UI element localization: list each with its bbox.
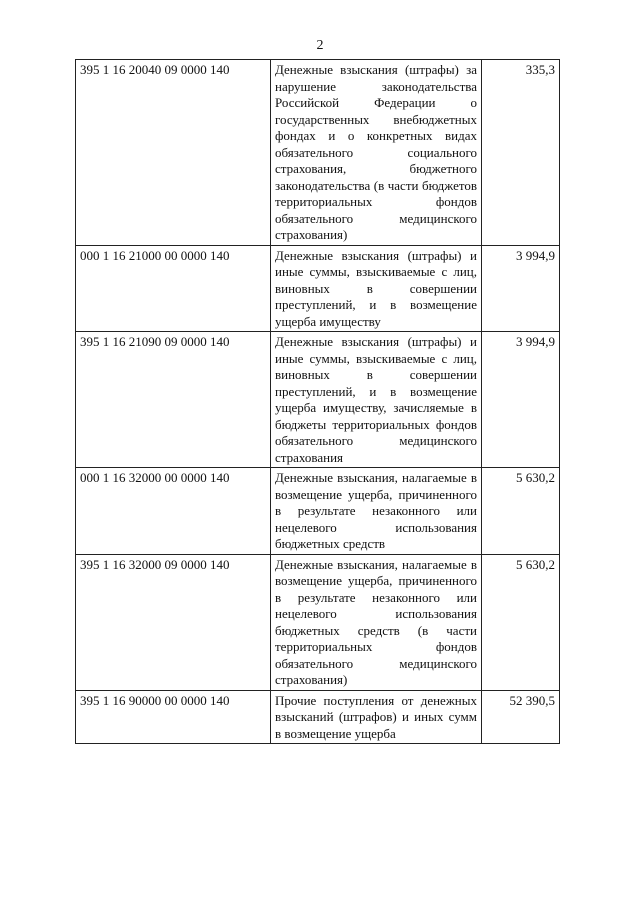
description-cell: Денежные взыскания (штрафы) за нарушение законодательства Российской Федерации о государственных внебюджетных фондах и о конкретных видах обязательного социального страхования, бюджетного законодательства (в части бюджетов территориальных фондов обязательного медицинского страхования) — [271, 60, 482, 246]
description-cell: Денежные взыскания, налагаемые в возмещение ущерба, причиненного в результате незаконного или нецелевого использования бюджетных средств (в части территориальных фондов обязательного медицинского страхования) — [271, 554, 482, 690]
table-row — [76, 245, 560, 332]
table-row — [76, 468, 560, 555]
page-number: 2 — [316, 38, 324, 53]
amount-cell: 335,3 — [482, 60, 560, 246]
amount-cell: 52 390,5 — [482, 690, 560, 744]
description-cell: Денежные взыскания (штрафы) и иные суммы, взыскиваемые с лиц, виновных в совершении преступлений, и в возмещение ущерба имуществу — [271, 245, 482, 332]
budget-code-cell: 395 1 16 90000 00 0000 140 — [76, 690, 271, 744]
budget-code-cell: 000 1 16 32000 00 0000 140 — [76, 468, 271, 555]
amount-cell: 5 630,2 — [482, 468, 560, 555]
budget-code-cell: 395 1 16 21090 09 0000 140 — [76, 332, 271, 468]
amount-cell: 3 994,9 — [482, 245, 560, 332]
budget-code-cell: 395 1 16 32000 09 0000 140 — [76, 554, 271, 690]
table-row — [76, 332, 560, 468]
description-cell: Денежные взыскания (штрафы) и иные суммы, взыскиваемые с лиц, виновных в совершении преступлений, и в возмещение ущерба имуществу, зачисляемые в бюджеты территориальных фондов обязательного медицинского страхования — [271, 332, 482, 468]
budget-code-cell: 395 1 16 20040 09 0000 140 — [76, 60, 271, 246]
description-cell: Прочие поступления от денежных взысканий (штрафов) и иных сумм в возмещение ущерба — [271, 690, 482, 744]
description-cell: Денежные взыскания, налагаемые в возмещение ущерба, причиненного в результате незаконного или нецелевого использования бюджетных средств — [271, 468, 482, 555]
amount-cell: 3 994,9 — [482, 332, 560, 468]
budget-revenue-table — [75, 59, 560, 744]
table-row — [76, 690, 560, 744]
table-row — [76, 60, 560, 246]
amount-cell: 5 630,2 — [482, 554, 560, 690]
table-row — [76, 554, 560, 690]
budget-code-cell: 000 1 16 21000 00 0000 140 — [76, 245, 271, 332]
